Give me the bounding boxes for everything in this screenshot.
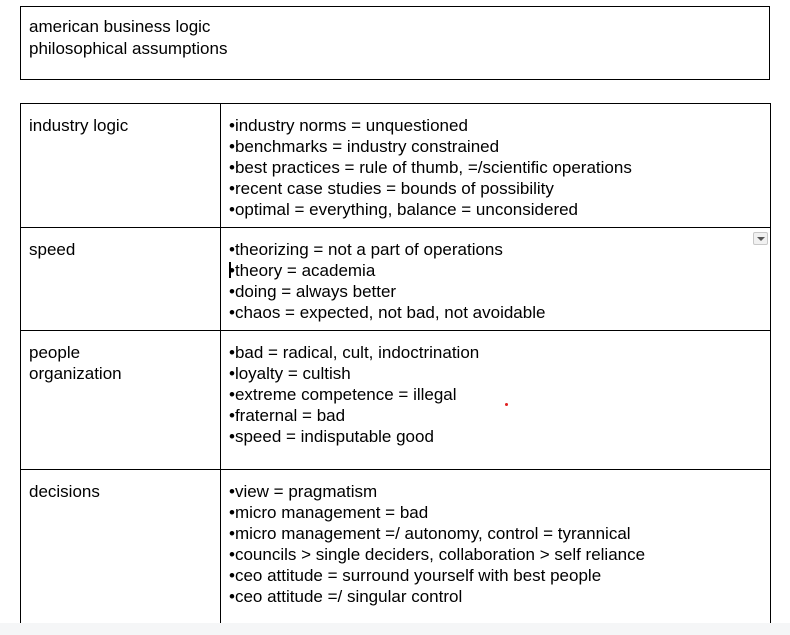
- row-label: industry logic: [29, 116, 129, 135]
- row-label: people: [29, 343, 81, 362]
- row-label: decisions: [29, 482, 100, 501]
- red-dot-marker: [505, 403, 508, 406]
- bullet-list: [229, 342, 762, 447]
- list-item: • micro management = bad: [229, 502, 762, 523]
- title-line-2: philosophical assumptions: [29, 39, 228, 58]
- list-item: • ceo attitude =/ singular control: [229, 586, 762, 607]
- list-item: • theory = academia: [229, 260, 762, 281]
- list-item: • extreme competence = illegal: [229, 384, 762, 405]
- list-item: • speed = indisputable good: [229, 426, 762, 447]
- list-item: • best practices = rule of thumb, =/scientific operations: [229, 157, 762, 178]
- table-row-people-organization: [21, 331, 771, 470]
- list-item: • optimal = everything, balance = unconsidered: [229, 199, 762, 220]
- row-label-cell[interactable]: [21, 228, 221, 331]
- assumptions-table[interactable]: [20, 103, 771, 625]
- list-item: • councils > single deciders, collaboration > self reliance: [229, 544, 762, 565]
- list-item: • view = pragmatism: [229, 481, 762, 502]
- table-row-industry-logic: [21, 104, 771, 228]
- list-item: • recent case studies = bounds of possibility: [229, 178, 762, 199]
- bullet-list: [229, 239, 762, 323]
- row-label-cell[interactable]: [21, 470, 221, 625]
- row-label: organization: [29, 364, 122, 383]
- text-cursor: [229, 262, 231, 278]
- row-content-cell[interactable]: [221, 228, 771, 331]
- list-item: • micro management =/ autonomy, control = tyrannical: [229, 523, 762, 544]
- bullet-list: [229, 481, 762, 607]
- list-item: • loyalty = cultish: [229, 363, 762, 384]
- list-item: • industry norms = unquestioned: [229, 115, 762, 136]
- row-content-cell[interactable]: [221, 104, 771, 228]
- title-line-1: american business logic: [29, 17, 211, 36]
- table-row-decisions: [21, 470, 771, 625]
- list-item: • ceo attitude = surround yourself with best people: [229, 565, 762, 586]
- row-content-cell[interactable]: [221, 470, 771, 625]
- list-item: • theorizing = not a part of operations: [229, 239, 762, 260]
- list-item: • bad = radical, cult, indoctrination: [229, 342, 762, 363]
- page-bottom-margin: [0, 623, 790, 635]
- list-item: • fraternal = bad: [229, 405, 762, 426]
- document-title-box[interactable]: [20, 6, 770, 80]
- bullet-list: [229, 115, 762, 220]
- table-row-speed: [21, 228, 771, 331]
- row-label-cell[interactable]: [21, 331, 221, 470]
- cell-dropdown-button[interactable]: [753, 232, 768, 245]
- row-content-cell[interactable]: [221, 331, 771, 470]
- list-item: • benchmarks = industry constrained: [229, 136, 762, 157]
- list-item: • chaos = expected, not bad, not avoidable: [229, 302, 762, 323]
- row-label: speed: [29, 240, 76, 259]
- list-item: • doing = always better: [229, 281, 762, 302]
- row-label-cell[interactable]: [21, 104, 221, 228]
